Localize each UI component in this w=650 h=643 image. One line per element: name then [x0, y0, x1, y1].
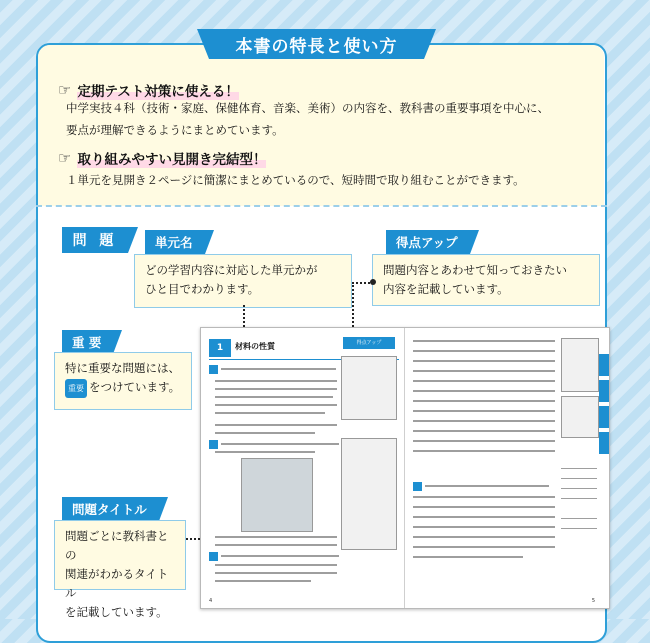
text-line: [413, 390, 555, 392]
feature-heading-text: 定期テスト対策に使える！: [77, 80, 238, 100]
text-line: [561, 518, 597, 519]
sample-page-spread: [200, 327, 610, 609]
text-line: [413, 420, 555, 422]
score-up-label: 得点アップ: [386, 230, 470, 254]
subject-index-tab: [599, 354, 609, 376]
callout-line: 問題ごとに教科書との: [65, 529, 169, 562]
important-label: 重 要: [62, 330, 113, 354]
text-line: [215, 572, 337, 574]
pointing-hand-icon: ☞: [58, 81, 72, 99]
text-line: [413, 516, 555, 518]
text-line: [413, 370, 555, 372]
text-line: [425, 485, 549, 487]
text-line: [413, 546, 555, 548]
score-up-body: [372, 254, 600, 306]
unit-number: 1: [209, 339, 231, 357]
pointing-hand-icon: ☞: [58, 149, 72, 167]
important-badge: 重要: [65, 379, 87, 398]
text-line: [413, 526, 555, 528]
feature-heading-text: 取り組みやすい見開き完結型！: [77, 148, 266, 168]
text-line: [215, 404, 337, 406]
side-figure: [561, 338, 599, 392]
text-line: [215, 412, 325, 414]
feature-body-line: 要点が理解できるようにまとめています。: [66, 123, 284, 137]
text-line: [561, 528, 597, 529]
text-line: [413, 380, 555, 382]
text-line: [215, 424, 337, 426]
text-line: [221, 368, 336, 370]
text-line: [413, 400, 555, 402]
right-page: [405, 328, 609, 608]
text-line: [561, 468, 597, 469]
question-number-mark: [209, 440, 218, 449]
text-line: [413, 410, 555, 412]
unit-name-body: [134, 254, 352, 308]
callout-line: [65, 378, 181, 398]
text-line: [221, 555, 339, 557]
callout-line: 問題内容とあわせて知っておきたい: [383, 263, 567, 277]
section-label: 問 題: [62, 227, 128, 253]
text-line: [215, 388, 337, 390]
feature-heading-2: [58, 148, 266, 168]
text-line: [413, 350, 555, 352]
log-figure: [241, 458, 313, 532]
callout-line: ひと目でわかります。: [145, 282, 260, 296]
page-number-right: 5: [591, 598, 595, 604]
text-line: [215, 432, 315, 434]
question-number-mark: [209, 365, 218, 374]
text-line: [413, 536, 555, 538]
text-line: [413, 340, 555, 342]
text-line: [215, 536, 337, 538]
callout-line: 内容を記載しています。: [383, 282, 509, 296]
callout-line: 特に重要な問題には、: [65, 361, 180, 375]
text-line: [221, 443, 339, 445]
text-line: [561, 478, 597, 479]
question-title-label: 問題タイトル: [62, 497, 159, 521]
text-line: [413, 430, 555, 432]
section-divider: [36, 205, 607, 207]
feature-body-1: [66, 97, 606, 141]
callout-text: をつけています。: [89, 380, 181, 394]
important-body: [54, 352, 192, 410]
text-line: [413, 496, 555, 498]
feature-body-2: [66, 169, 606, 191]
connector-dot: [370, 279, 376, 285]
text-line: [561, 488, 597, 489]
text-line: [413, 450, 555, 452]
question-number-mark: [209, 552, 218, 561]
question-title-body: [54, 520, 186, 619]
text-line: [215, 380, 337, 382]
side-figure: [561, 396, 599, 438]
callout-line: を記載しています。: [65, 605, 168, 619]
text-line: [561, 498, 597, 499]
text-line: [215, 544, 337, 546]
diagram-figure: [341, 356, 397, 420]
text-line: [215, 396, 333, 398]
subject-index-tab: [599, 432, 609, 454]
text-line: [413, 506, 555, 508]
left-page: [201, 328, 404, 608]
text-line: [413, 440, 555, 442]
page-title: 本書の特長と使い方: [209, 29, 424, 59]
callout-line: 関連がわかるタイトル: [65, 567, 169, 600]
callout-line: どの学習内容に対応した単元かが: [145, 263, 318, 277]
unit-name-label: 単元名: [145, 230, 205, 254]
question-number-mark: [413, 482, 422, 491]
text-line: [215, 564, 337, 566]
feature-body-line: 中学実技４科（技術・家庭、保健体育、音楽、美術）の内容を、教科書の重要事項を中心に、: [66, 101, 549, 115]
page-number-left: 4: [209, 598, 213, 604]
text-line: [413, 556, 523, 558]
tool-figures: [341, 438, 397, 550]
side-tag: 得点アップ: [343, 337, 395, 349]
text-line: [215, 580, 311, 582]
subject-index-tab: [599, 380, 609, 402]
feature-body-line: １単元を見開き２ページに簡潔にまとめているので、短時間で取り組むことができます。: [66, 173, 525, 187]
text-line: [215, 451, 315, 453]
subject-index-tab: [599, 406, 609, 428]
text-line: [413, 360, 555, 362]
unit-title: 材料の性質: [235, 342, 275, 351]
